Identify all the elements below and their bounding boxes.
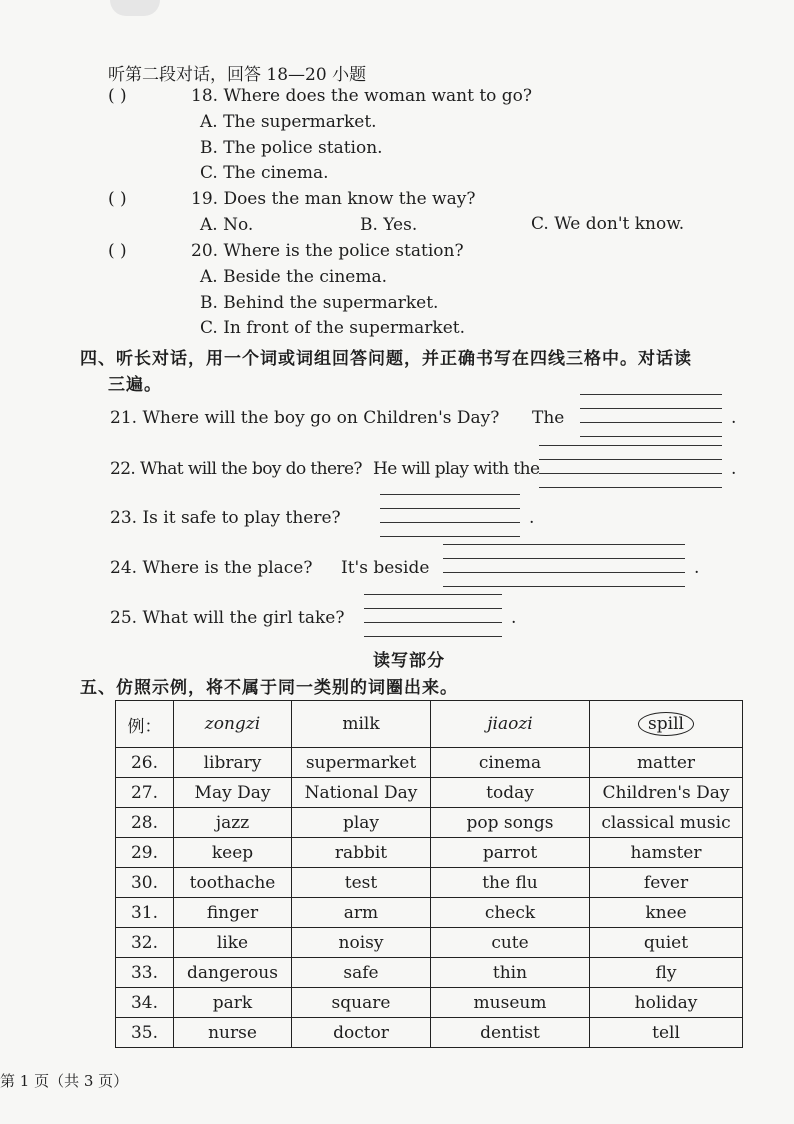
row-number: 26.	[116, 748, 174, 778]
q20-option-a: A. Beside the cinema.	[200, 267, 388, 287]
q22-question: 22. What will the boy do there?	[110, 459, 362, 479]
q21-question: 21. Where will the boy go on Children's Day?	[110, 408, 500, 428]
word-cell[interactable]: cute	[431, 928, 590, 958]
q23-period: .	[529, 508, 535, 528]
word-cell[interactable]: hamster	[590, 838, 743, 868]
table-row	[116, 838, 743, 868]
row-number: 35.	[116, 1018, 174, 1048]
word-cell[interactable]: quiet	[590, 928, 743, 958]
q21-answer-prefix: The	[532, 408, 565, 428]
word-cell[interactable]: cinema	[431, 748, 590, 778]
q18-option-b: B. The police station.	[200, 138, 383, 158]
word-cell[interactable]: arm	[292, 898, 431, 928]
word-cell[interactable]: finger	[174, 898, 292, 928]
table-row	[116, 868, 743, 898]
q24-answer-lines[interactable]	[443, 544, 685, 590]
word-cell[interactable]: parrot	[431, 838, 590, 868]
table-row	[116, 988, 743, 1018]
q24-answer-prefix: It's beside	[341, 558, 430, 578]
q18-option-a: A. The supermarket.	[200, 112, 377, 132]
word-cell[interactable]: jazz	[174, 808, 292, 838]
word-cell[interactable]: toothache	[174, 868, 292, 898]
q25-answer-lines[interactable]	[364, 594, 502, 640]
word-cell[interactable]: keep	[174, 838, 292, 868]
example-word: jiaozi	[431, 701, 590, 748]
table-row	[116, 1018, 743, 1048]
circled-answer: spill	[638, 712, 694, 736]
word-cell[interactable]: rabbit	[292, 838, 431, 868]
row-number: 29.	[116, 838, 174, 868]
q25-question: 25. What will the girl take?	[110, 608, 345, 628]
table-row	[116, 748, 743, 778]
word-cell[interactable]: dentist	[431, 1018, 590, 1048]
word-cell[interactable]: noisy	[292, 928, 431, 958]
q24-question: 24. Where is the place?	[110, 558, 313, 578]
row-number: 27.	[116, 778, 174, 808]
vocab-table	[115, 700, 743, 1048]
word-cell[interactable]: Children's Day	[590, 778, 743, 808]
scan-artifact	[110, 0, 160, 16]
q22-period: .	[731, 459, 737, 479]
table-row	[116, 778, 743, 808]
section5-heading: 五、仿照示例，将不属于同一类别的词圈出来。	[80, 678, 458, 698]
section4-heading: 四、听长对话，用一个词或词组回答问题，并正确书写在四线三格中。对话读	[80, 349, 692, 369]
word-cell[interactable]: doctor	[292, 1018, 431, 1048]
q20-question: 20. Where is the police station?	[191, 241, 464, 261]
q18-question: 18. Where does the woman want to go?	[191, 86, 533, 106]
word-cell[interactable]: play	[292, 808, 431, 838]
word-cell[interactable]: nurse	[174, 1018, 292, 1048]
word-cell[interactable]: fever	[590, 868, 743, 898]
word-cell[interactable]: test	[292, 868, 431, 898]
reading-writing-title: 读写部分	[373, 651, 445, 671]
q23-answer-lines[interactable]	[380, 494, 520, 540]
table-row	[116, 808, 743, 838]
row-number: 33.	[116, 958, 174, 988]
word-cell[interactable]: the flu	[431, 868, 590, 898]
word-cell[interactable]: park	[174, 988, 292, 1018]
q20-paren[interactable]: ( )	[108, 241, 127, 261]
word-cell[interactable]: classical music	[590, 808, 743, 838]
word-cell[interactable]: tell	[590, 1018, 743, 1048]
word-cell[interactable]: supermarket	[292, 748, 431, 778]
q19-question: 19. Does the man know the way?	[191, 189, 476, 209]
word-cell[interactable]: safe	[292, 958, 431, 988]
q19-option-b: B. Yes.	[360, 215, 418, 235]
word-cell[interactable]: fly	[590, 958, 743, 988]
example-word-circled	[590, 701, 743, 748]
table-row	[116, 928, 743, 958]
q20-option-c: C. In front of the supermarket.	[200, 318, 466, 338]
row-number: 34.	[116, 988, 174, 1018]
q21-answer-lines[interactable]	[580, 394, 722, 440]
row-number: 30.	[116, 868, 174, 898]
example-word: zongzi	[174, 701, 292, 748]
word-cell[interactable]: like	[174, 928, 292, 958]
q18-paren[interactable]: ( )	[108, 86, 127, 106]
word-cell[interactable]: matter	[590, 748, 743, 778]
q23-question: 23. Is it safe to play there?	[110, 508, 341, 528]
footer-page-number: 第 1 页（共 3 页）	[0, 1072, 129, 1090]
row-number: 28.	[116, 808, 174, 838]
word-cell[interactable]: knee	[590, 898, 743, 928]
q25-period: .	[511, 608, 517, 628]
q18-option-c: C. The cinema.	[200, 163, 329, 183]
word-cell[interactable]: today	[431, 778, 590, 808]
word-cell[interactable]: library	[174, 748, 292, 778]
section4-heading-cont: 三遍。	[108, 375, 162, 395]
example-label: 例：	[116, 701, 174, 748]
word-cell[interactable]: museum	[431, 988, 590, 1018]
q19-paren[interactable]: ( )	[108, 189, 127, 209]
section3-intro: 听第二段对话，回答 18—20 小题	[108, 65, 367, 85]
word-cell[interactable]: check	[431, 898, 590, 928]
q24-period: .	[694, 558, 700, 578]
word-cell[interactable]: May Day	[174, 778, 292, 808]
word-cell[interactable]: dangerous	[174, 958, 292, 988]
row-number: 32.	[116, 928, 174, 958]
word-cell[interactable]: holiday	[590, 988, 743, 1018]
q19-option-c: C. We don't know.	[531, 214, 685, 234]
word-cell[interactable]: National Day	[292, 778, 431, 808]
word-cell[interactable]: square	[292, 988, 431, 1018]
word-cell[interactable]: thin	[431, 958, 590, 988]
example-word: milk	[292, 701, 431, 748]
q22-answer-lines[interactable]	[539, 445, 722, 491]
q19-option-a: A. No.	[200, 215, 254, 235]
table-row	[116, 898, 743, 928]
q21-period: .	[731, 408, 737, 428]
q22-answer-prefix: He will play with the	[373, 459, 540, 479]
table-row	[116, 958, 743, 988]
q20-option-b: B. Behind the supermarket.	[200, 293, 439, 313]
row-number: 31.	[116, 898, 174, 928]
word-cell[interactable]: pop songs	[431, 808, 590, 838]
table-row-example	[116, 701, 743, 748]
